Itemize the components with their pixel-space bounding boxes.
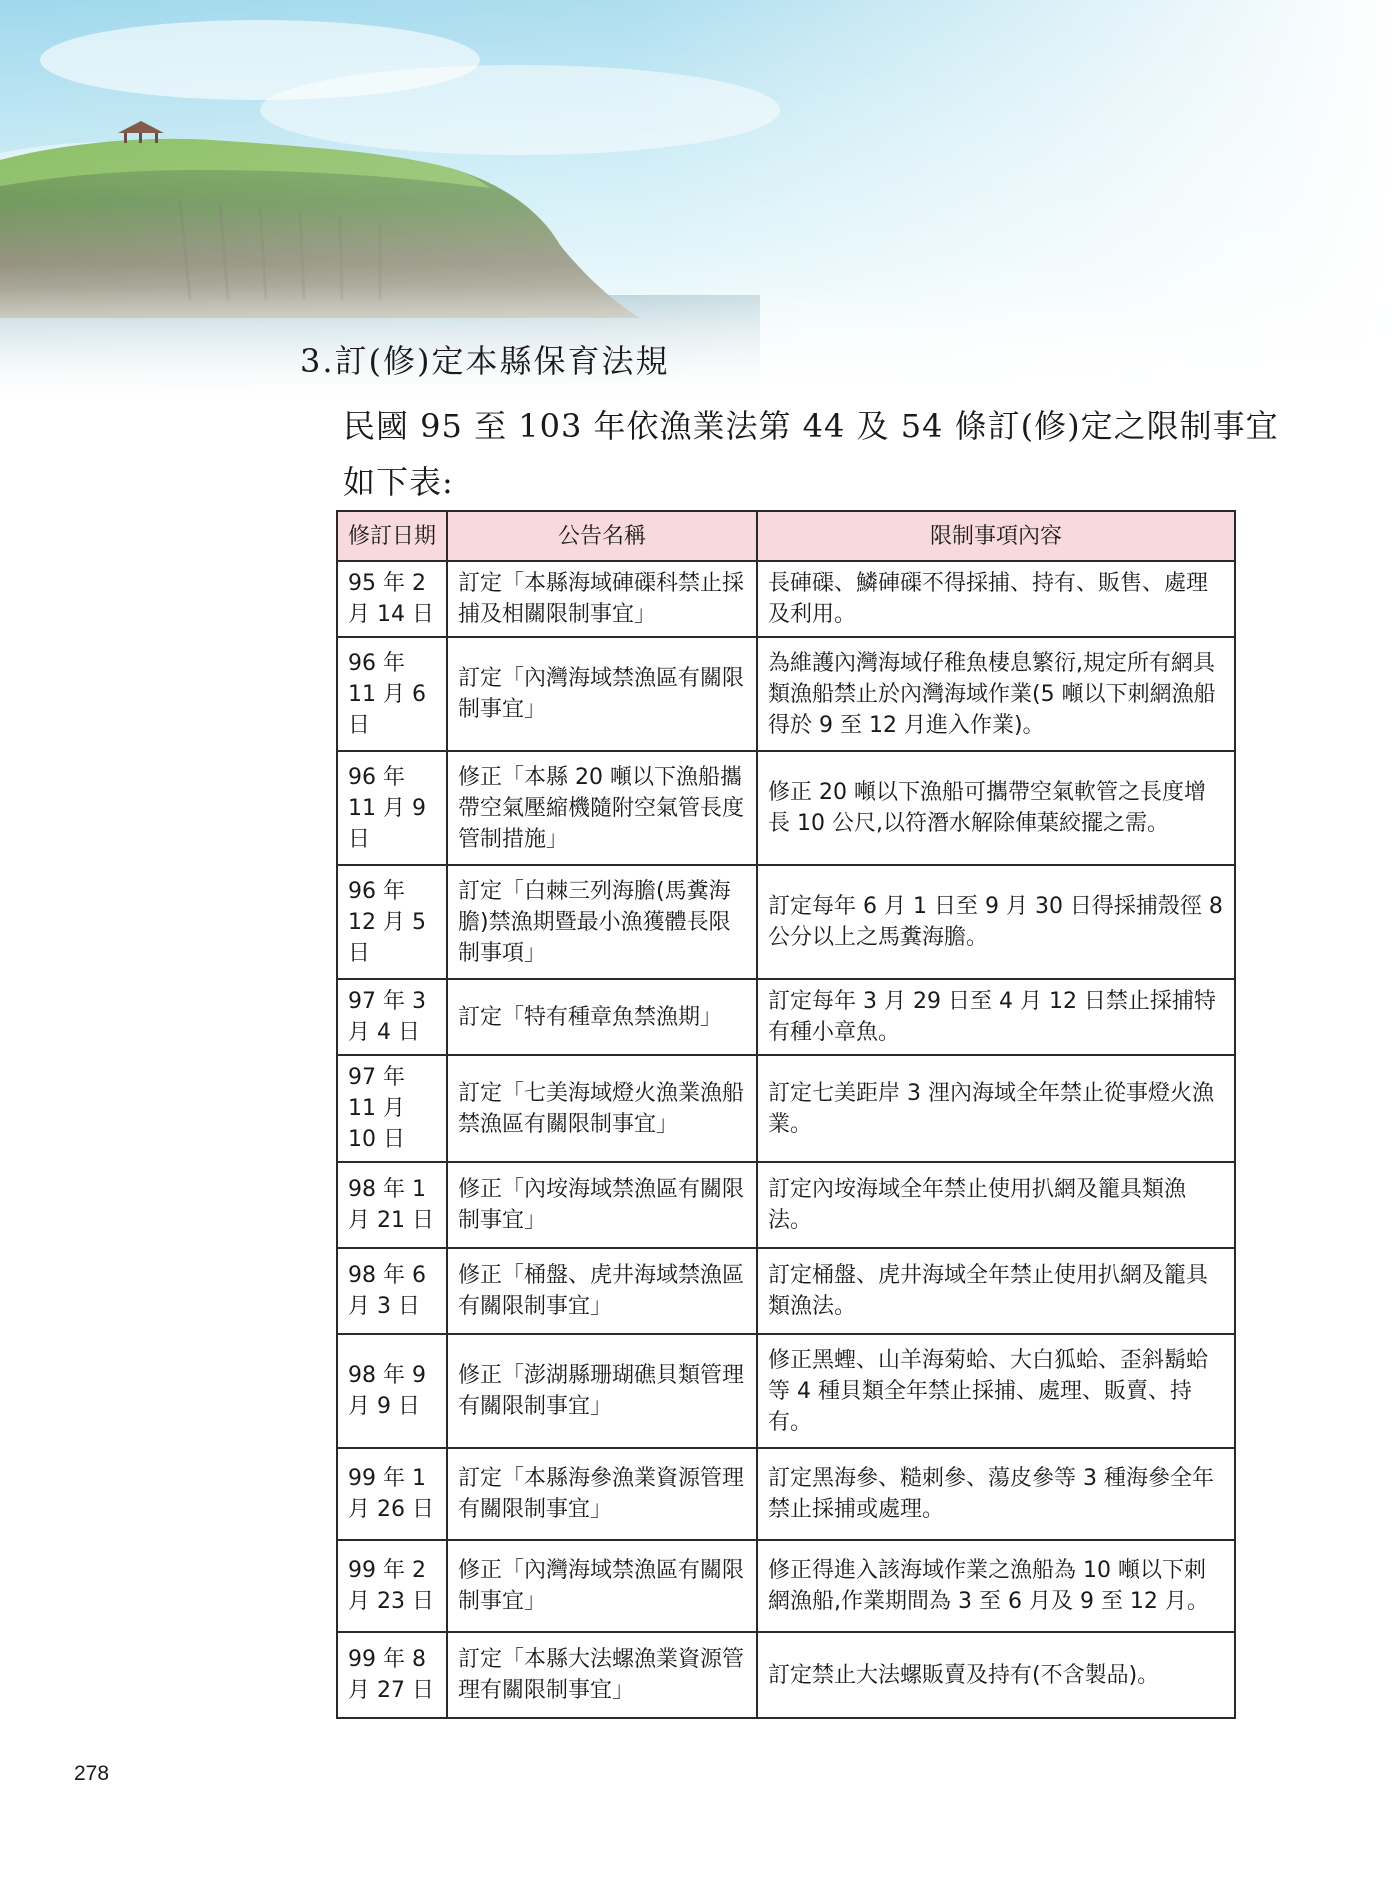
table-row xyxy=(337,979,1235,1055)
intro-line: 民國 95 至 103 年依漁業法第 44 及 54 條訂(修)定之限制事宜 xyxy=(343,407,1279,445)
cell-date: 96 年 11 月 9 日 xyxy=(337,751,447,865)
cell-date: 96 年 12 月 5 日 xyxy=(337,865,447,979)
cell-content: 訂定每年 3 月 29 日至 4 月 12 日禁止採捕特有種小章魚。 xyxy=(757,979,1235,1055)
table-row xyxy=(337,1248,1235,1334)
cell-name: 修正「本縣 20 噸以下漁船攜帶空氣壓縮機隨附空氣管長度管制措施」 xyxy=(447,751,757,865)
table-header-row xyxy=(337,511,1235,561)
cell-name: 訂定「七美海域燈火漁業漁船禁漁區有關限制事宜」 xyxy=(447,1055,757,1162)
table-row xyxy=(337,751,1235,865)
cell-name: 修正「內灣海域禁漁區有關限制事宜」 xyxy=(447,1540,757,1632)
cell-date: 99 年 2 月 23 日 xyxy=(337,1540,447,1632)
header-coastline-illustration xyxy=(0,0,1400,410)
cell-name: 訂定「本縣海域硨磲科禁止採捕及相關限制事宜」 xyxy=(447,561,757,637)
section-heading: 3.訂(修)定本縣保育法規 xyxy=(300,342,670,380)
cell-name: 訂定「本縣海參漁業資源管理有關限制事宜」 xyxy=(447,1448,757,1540)
cell-name: 修正「內垵海域禁漁區有關限制事宜」 xyxy=(447,1162,757,1248)
intro-paragraph xyxy=(343,398,1279,510)
cell-content: 訂定每年 6 月 1 日至 9 月 30 日得採捕殼徑 8 公分以上之馬糞海膽。 xyxy=(757,865,1235,979)
cell-content: 訂定桶盤、虎井海域全年禁止使用扒網及籠具類漁法。 xyxy=(757,1248,1235,1334)
table-row xyxy=(337,1055,1235,1162)
cell-content: 修正黑蟶、山羊海菊蛤、大白狐蛤、歪斜鬍蛤等 4 種貝類全年禁止採捕、處理、販賣、持有。 xyxy=(757,1334,1235,1448)
cell-name: 訂定「白棘三列海膽(馬糞海膽)禁漁期暨最小漁獲體長限制事項」 xyxy=(447,865,757,979)
cell-content: 修正 20 噸以下漁船可攜帶空氣軟管之長度增長 10 公尺,以符潛水解除俥葉絞擺之需。 xyxy=(757,751,1235,865)
cell-date: 97 年 3 月 4 日 xyxy=(337,979,447,1055)
table-row xyxy=(337,561,1235,637)
header-name: 公告名稱 xyxy=(447,511,757,561)
cell-date: 98 年 6 月 3 日 xyxy=(337,1248,447,1334)
intro-line: 如下表: xyxy=(343,463,454,501)
cell-content: 訂定內垵海域全年禁止使用扒網及籠具類漁法。 xyxy=(757,1162,1235,1248)
cell-date: 96 年 11 月 6 日 xyxy=(337,637,447,751)
table-row xyxy=(337,1334,1235,1448)
table-row xyxy=(337,1540,1235,1632)
cell-name: 修正「桶盤、虎井海域禁漁區有關限制事宜」 xyxy=(447,1248,757,1334)
header-date: 修訂日期 xyxy=(337,511,447,561)
regulations-table xyxy=(336,510,1236,1719)
cell-name: 訂定「特有種章魚禁漁期」 xyxy=(447,979,757,1055)
cell-date: 99 年 1 月 26 日 xyxy=(337,1448,447,1540)
header-content: 限制事項內容 xyxy=(757,511,1235,561)
cell-content: 訂定黑海參、糙刺參、蕩皮參等 3 種海參全年禁止採捕或處理。 xyxy=(757,1448,1235,1540)
cell-content: 修正得進入該海域作業之漁船為 10 噸以下刺網漁船,作業期間為 3 至 6 月及 9 至 12 月。 xyxy=(757,1540,1235,1632)
table-row xyxy=(337,865,1235,979)
cell-content: 長硨磲、鱗硨磲不得採捕、持有、販售、處理及利用。 xyxy=(757,561,1235,637)
table-row xyxy=(337,1162,1235,1248)
cell-content: 訂定七美距岸 3 浬內海域全年禁止從事燈火漁業。 xyxy=(757,1055,1235,1162)
table-row xyxy=(337,1632,1235,1718)
cell-date: 98 年 9 月 9 日 xyxy=(337,1334,447,1448)
page-number: 278 xyxy=(74,1762,110,1785)
cell-content: 訂定禁止大法螺販賣及持有(不含製品)。 xyxy=(757,1632,1235,1718)
table-row xyxy=(337,637,1235,751)
cell-content: 為維護內灣海域仔稚魚棲息繁衍,規定所有網具類漁船禁止於內灣海域作業(5 噸以下刺網漁船得於 9 至 12 月進入作業)。 xyxy=(757,637,1235,751)
cell-name: 修正「澎湖縣珊瑚礁貝類管理有關限制事宜」 xyxy=(447,1334,757,1448)
cell-date: 97 年 11 月 10 日 xyxy=(337,1055,447,1162)
cell-date: 99 年 8 月 27 日 xyxy=(337,1632,447,1718)
cell-name: 訂定「本縣大法螺漁業資源管理有關限制事宜」 xyxy=(447,1632,757,1718)
cell-date: 95 年 2 月 14 日 xyxy=(337,561,447,637)
cell-name: 訂定「內灣海域禁漁區有關限制事宜」 xyxy=(447,637,757,751)
table-row xyxy=(337,1448,1235,1540)
cell-date: 98 年 1 月 21 日 xyxy=(337,1162,447,1248)
